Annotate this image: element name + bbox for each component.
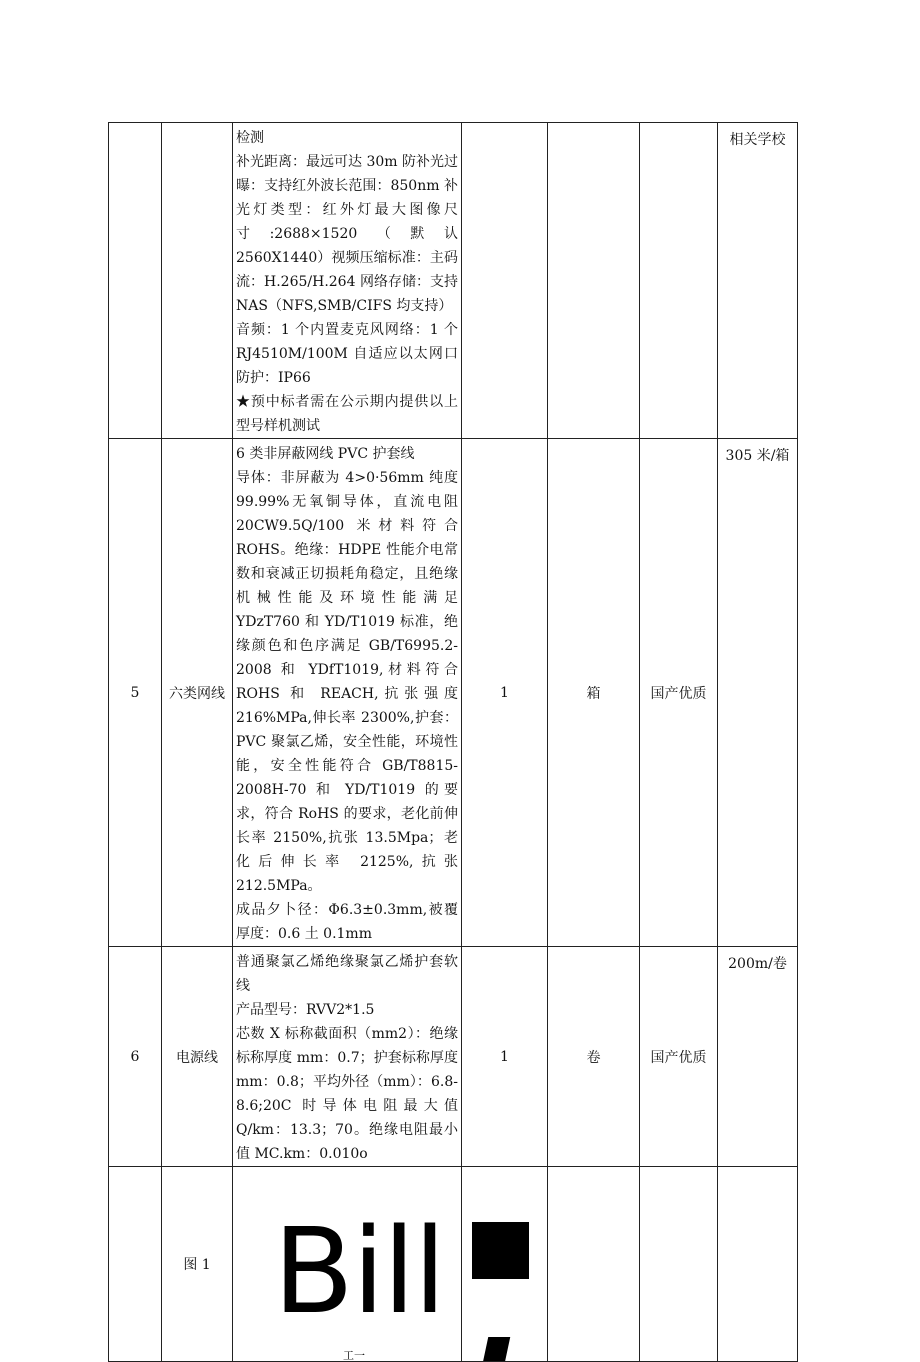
black-square-mark bbox=[472, 1222, 529, 1279]
row-note: 相关学校 bbox=[718, 123, 798, 439]
row-note: 200m/卷 bbox=[718, 947, 798, 1167]
desc-line: ★预中标者需在公示期内提供以上型号样机测试 bbox=[236, 394, 458, 434]
desc-line: 普通聚氯乙烯绝缘聚氯乙烯护套软线 bbox=[236, 954, 458, 994]
table-row bbox=[109, 947, 798, 1167]
row-unit: 卷 bbox=[548, 947, 640, 1167]
figure-image-mark bbox=[462, 1167, 548, 1362]
desc-line: 补光距离：最远可达 30m 防补光过曝：支持红外波长范围：850nm 补光灯类型：红外灯最大图像尺寸:2688×1520（默认 2560X1440）视频压缩标准：主码流：H.265/H.264 网络存储：支持 NAS（NFS,SMB/CIFS 均支持） bbox=[236, 154, 458, 314]
desc-line: 导体：非屏蔽为 4>0·56mm 纯度 99.99%无氧铜导体，直流电阻 20CW9.5Q/100 米材料符合 ROHS。绝缘：HDPE 性能介电常数和衰减正切损耗角稳定，且绝缘机械性能及环境性能满足 YDzT760 和 YD/T1019 标准，绝缘颜色和色序满足 GB/T6995.2-2008 和 YDfT1019,材料符合 ROHS 和 REACH,抗张强度 216%MPa,伸长率 2300%,护套：PVC 聚氯乙烯，安全性能，环境性能，安全性能符合 GB/T8815-2008H-70 和 YD/T1019 的要求，符合 RoHS 的要求，老化前伸长率 2150%,抗张 13.5Mpa；老化后伸长率 2125%,抗张 212.5MPa。 bbox=[236, 470, 458, 894]
row-description bbox=[233, 439, 462, 947]
empty-cell bbox=[718, 1167, 798, 1362]
row-description bbox=[233, 947, 462, 1167]
row-index: 6 bbox=[109, 947, 162, 1167]
figure-index-cell bbox=[109, 1167, 162, 1362]
row-qty: 1 bbox=[462, 947, 548, 1167]
bill-image-text: Bill bbox=[273, 1202, 445, 1340]
row-unit: 箱 bbox=[548, 439, 640, 947]
row-note: 305 米/箱 bbox=[718, 439, 798, 947]
desc-line: 音频：1 个内置麦克风网络：1 个 RJ4510M/100M 自适应以太网口防护：IP66 bbox=[236, 322, 458, 386]
product-spec-table bbox=[108, 122, 798, 1362]
desc-line: 产品型号：RVV2*1.5 bbox=[236, 1002, 375, 1018]
row-unit bbox=[548, 123, 640, 439]
row-origin: 国产优质 bbox=[640, 947, 718, 1167]
table-row bbox=[109, 439, 798, 947]
table-row bbox=[109, 123, 798, 439]
row-origin bbox=[640, 123, 718, 439]
bill-image-caption: 工一 bbox=[343, 1349, 365, 1362]
row-qty bbox=[462, 123, 548, 439]
row-name: 电源线 bbox=[162, 947, 233, 1167]
desc-line: 6 类非屏蔽网线 PVC 护套线 bbox=[236, 446, 415, 462]
empty-cell bbox=[548, 1167, 640, 1362]
row-index: 5 bbox=[109, 439, 162, 947]
black-bar-mark bbox=[480, 1337, 511, 1362]
figure-image-bill bbox=[233, 1167, 462, 1362]
row-index bbox=[109, 123, 162, 439]
row-qty: 1 bbox=[462, 439, 548, 947]
desc-line: 芯数 X 标称截面积（mm2）：绝缘标称厚度 mm：0.7；护套标称厚度 mm：0.8；平均外径（mm）：6.8-8.6;20C 时导体电阻最大值 Q/km：13.3；70。绝缘电阻最小值 MC.km：0.010o bbox=[236, 1026, 458, 1162]
row-origin: 国产优质 bbox=[640, 439, 718, 947]
figure-row bbox=[109, 1167, 798, 1362]
row-name: 六类网线 bbox=[162, 439, 233, 947]
desc-line: 检测 bbox=[236, 130, 264, 146]
empty-cell bbox=[640, 1167, 718, 1362]
row-description bbox=[233, 123, 462, 439]
desc-line: 成品夕卜径：Φ6.3±0.3mm,被覆厚度：0.6 土 0.1mm bbox=[236, 902, 458, 942]
row-name bbox=[162, 123, 233, 439]
figure-label: 图 1 bbox=[162, 1167, 233, 1362]
